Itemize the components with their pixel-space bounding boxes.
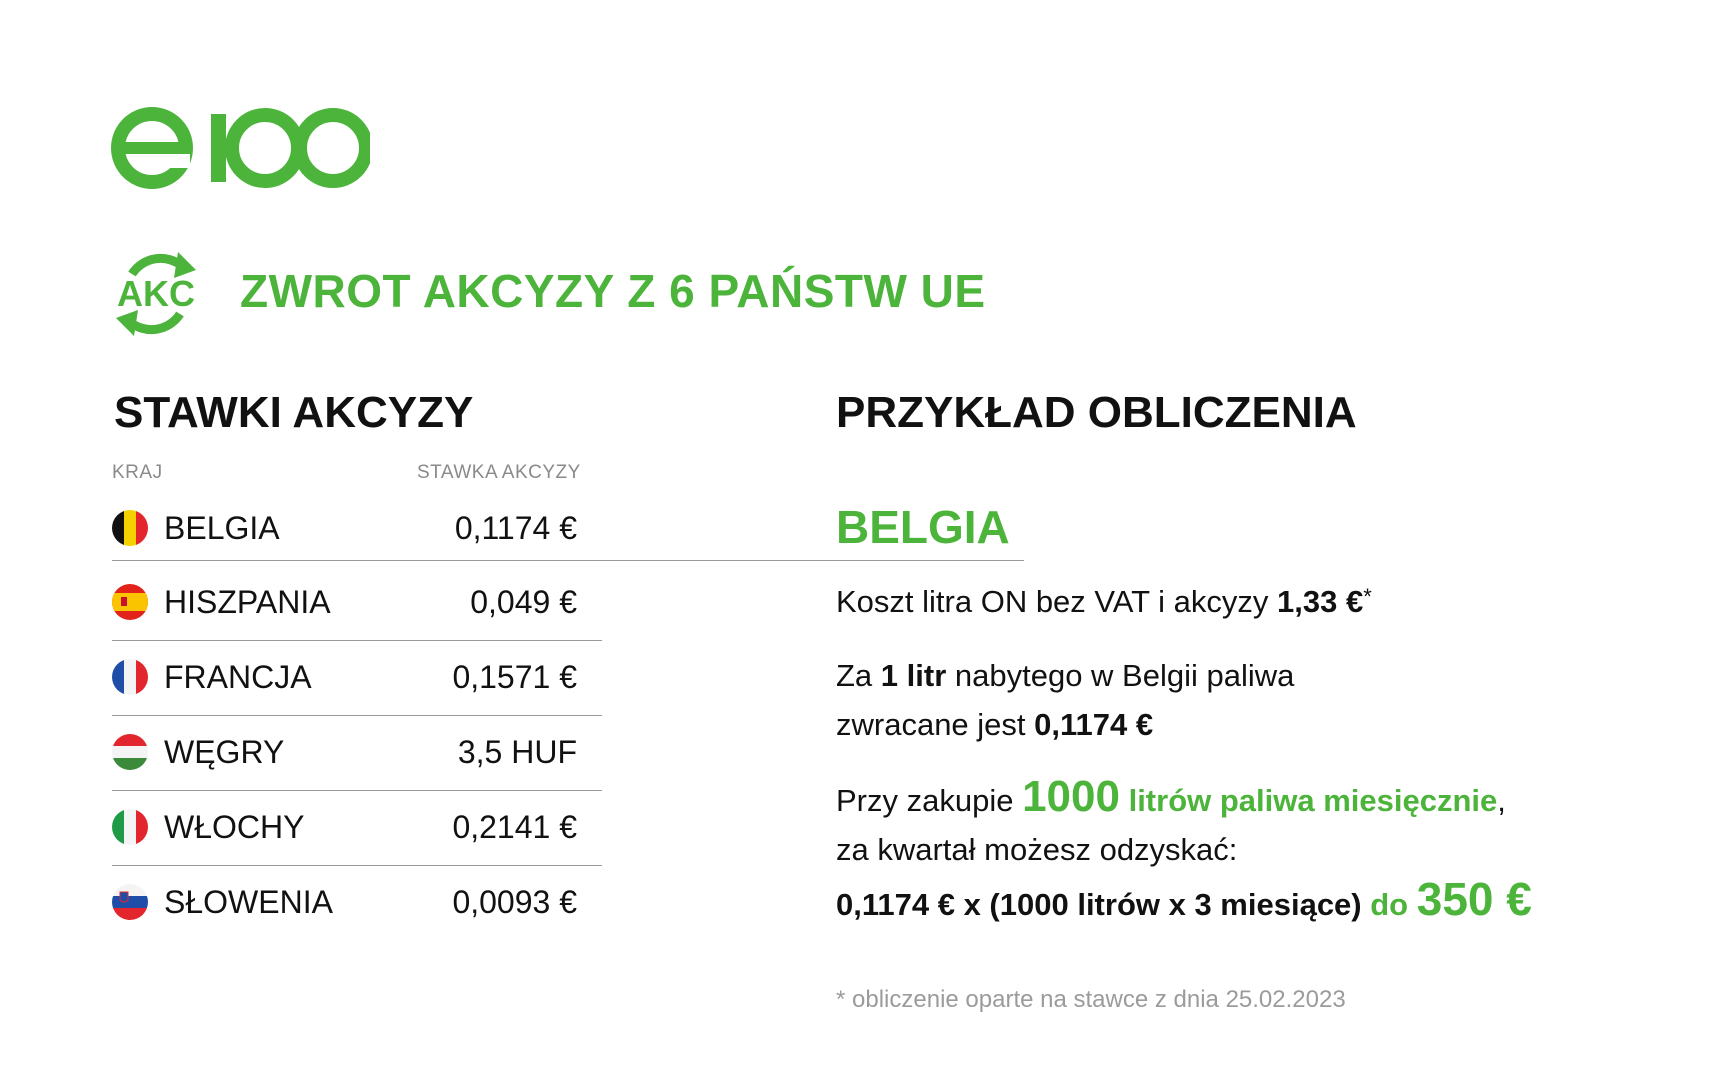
slovenia-flag-icon (112, 884, 148, 920)
country-name: BELGIA (164, 510, 280, 546)
country-column-header: KRAJ (112, 462, 163, 483)
france-flag-icon (112, 659, 148, 695)
table-row (112, 641, 602, 716)
hungary-flag-icon (112, 734, 148, 770)
rate-value: 3,5 HUF (457, 734, 577, 770)
table-row (112, 791, 602, 866)
table-row (112, 866, 602, 940)
rates-section-title: STAWKI AKCYZY (114, 388, 474, 437)
table-row (112, 492, 602, 566)
quarter-line: za kwartał możesz odzyskać: (836, 832, 1238, 867)
spain-flag-icon (112, 584, 148, 620)
purchase-line: Przy zakupie 1000 litrów paliwa miesięcznie, (836, 772, 1506, 821)
rates-table (112, 492, 602, 940)
rate-value: 0,1174 € (454, 510, 577, 546)
country-name: HISZPANIA (164, 584, 331, 620)
svg-text:AKC: AKC (117, 273, 195, 314)
page-title: ZWROT AKCYZY Z 6 PAŃSTW UE (240, 265, 986, 317)
footnote: * obliczenie oparte na stawce z dnia 25.02.2023 (836, 986, 1346, 1013)
country-name: WĘGRY (164, 734, 285, 770)
fuel-cost-line: Koszt litra ON bez VAT i akcyzy 1,33 €* (836, 584, 1372, 619)
rate-value: 0,2141 € (452, 809, 577, 845)
calculation-line: 0,1174 € x (1000 litrów x 3 miesiące) do 350 € (836, 873, 1532, 925)
belgium-flag-icon (112, 510, 148, 546)
country-name: SŁOWENIA (164, 884, 333, 920)
rate-value: 0,1571 € (452, 659, 577, 695)
refund-line-2: zwracane jest 0,1174 € (836, 707, 1154, 742)
country-name: FRANCJA (164, 659, 312, 695)
rate-value: 0,049 € (470, 584, 577, 620)
rate-column-header: STAWKA AKCYZY (417, 462, 581, 483)
refund-line-1: Za 1 litr nabytego w Belgii paliwa (836, 658, 1295, 693)
example-section-title: PRZYKŁAD OBLICZENIA (836, 388, 1357, 437)
example-country: BELGIA (836, 501, 1010, 553)
excise-refund-icon (104, 244, 208, 344)
country-name: WŁOCHY (164, 809, 305, 845)
table-row (112, 566, 602, 641)
table-row (112, 716, 602, 791)
e100-logo (110, 106, 370, 190)
italy-flag-icon (112, 809, 148, 845)
rate-value: 0,0093 € (452, 884, 577, 920)
